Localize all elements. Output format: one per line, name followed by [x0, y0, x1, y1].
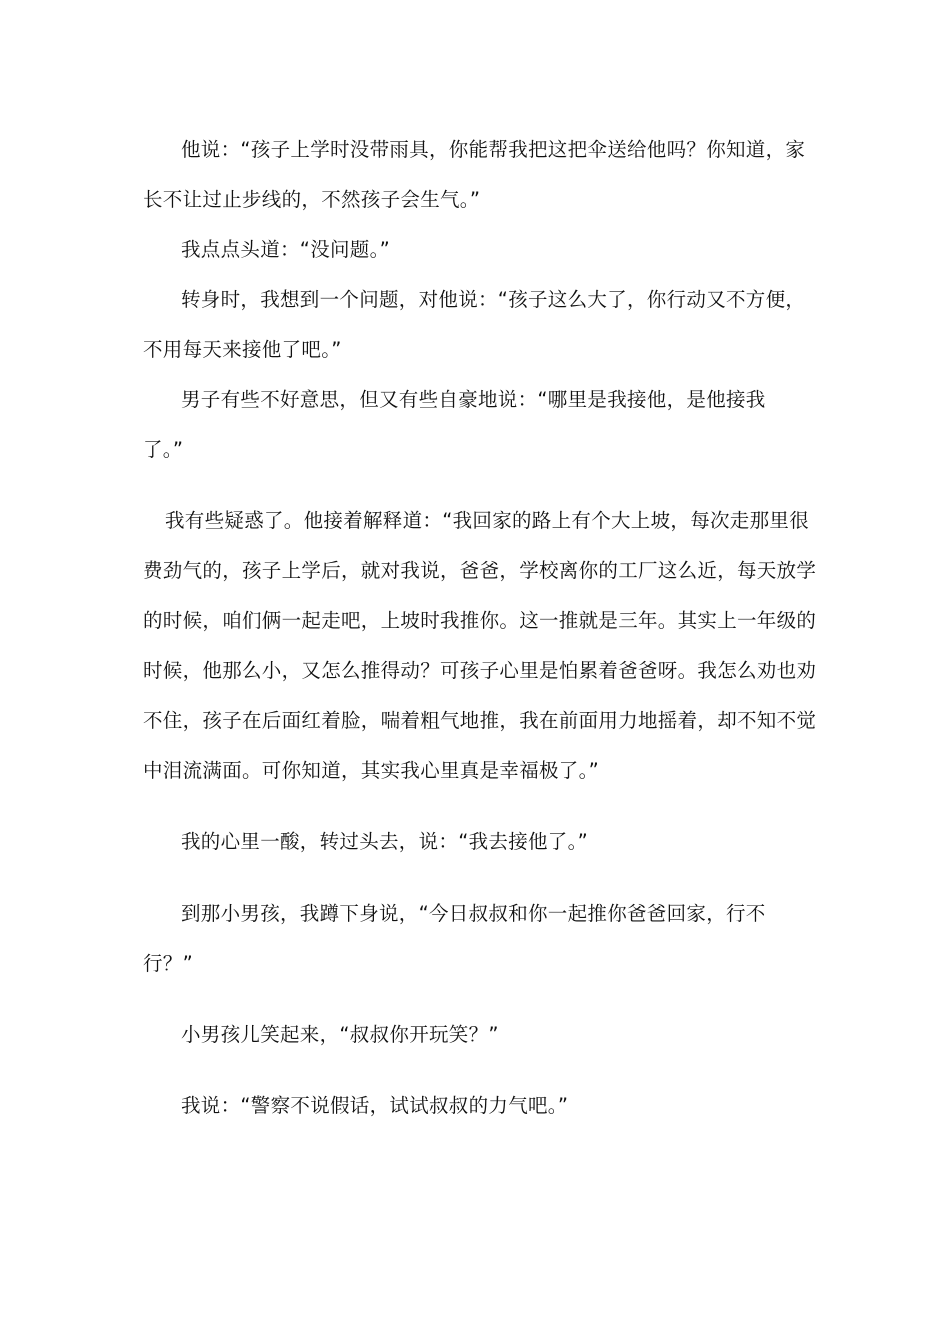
paragraph-7-line-1: 到那小男孩，我蹲下身说，“今日叔叔和你一起推你爸爸回家，行不 — [181, 902, 766, 925]
paragraph-8-line-1: 小男孩儿笑起来，“叔叔你开玩笑？” — [181, 1023, 499, 1046]
paragraph-1-line-2: 长不让过止步线的，不然孩子会生气。” — [143, 188, 481, 211]
paragraph-5-line-2: 费劲气的，孩子上学后，就对我说，爸爸，学校离你的工厂这么近，每天放学 — [143, 559, 817, 582]
paragraph-7-line-2: 行？” — [143, 952, 194, 975]
paragraph-6-line-1: 我的心里一酸，转过头去，说：“我去接他了。” — [181, 830, 589, 853]
paragraph-5-line-5: 不住，孩子在后面红着脸，喘着粗气地推，我在前面用力地摇着，却不知不觉 — [143, 709, 817, 732]
paragraph-5-line-1: 我有些疑惑了。他接着解释道：“我回家的路上有个大上坡，每次走那里很 — [165, 509, 810, 532]
paragraph-1-line-1: 他说：“孩子上学时没带雨具，你能帮我把这把伞送给他吗？你知道，家 — [181, 138, 806, 161]
paragraph-4-line-1: 男子有些不好意思，但又有些自豪地说：“哪里是我接他，是他接我 — [181, 388, 766, 411]
paragraph-4-line-2: 了。” — [143, 438, 184, 461]
paragraph-3-line-2: 不用每天来接他了吧。” — [143, 338, 342, 361]
paragraph-5-line-4: 时候，他那么小，又怎么推得动？可孩子心里是怕累着爸爸呀。我怎么劝也劝 — [143, 659, 817, 682]
paragraph-2-line-1: 我点点头道：“没问题。” — [181, 238, 391, 261]
paragraph-3-line-1: 转身时，我想到一个问题，对他说：“孩子这么大了，你行动又不方便， — [181, 288, 806, 311]
paragraph-5-line-3: 的时候，咱们俩一起走吧，上坡时我推你。这一推就是三年。其实上一年级的 — [143, 609, 817, 632]
paragraph-5-line-6: 中泪流满面。可你知道，其实我心里真是幸福极了。” — [143, 759, 600, 782]
paragraph-9-line-1: 我说：“警察不说假话，试试叔叔的力气吧。” — [181, 1094, 569, 1117]
